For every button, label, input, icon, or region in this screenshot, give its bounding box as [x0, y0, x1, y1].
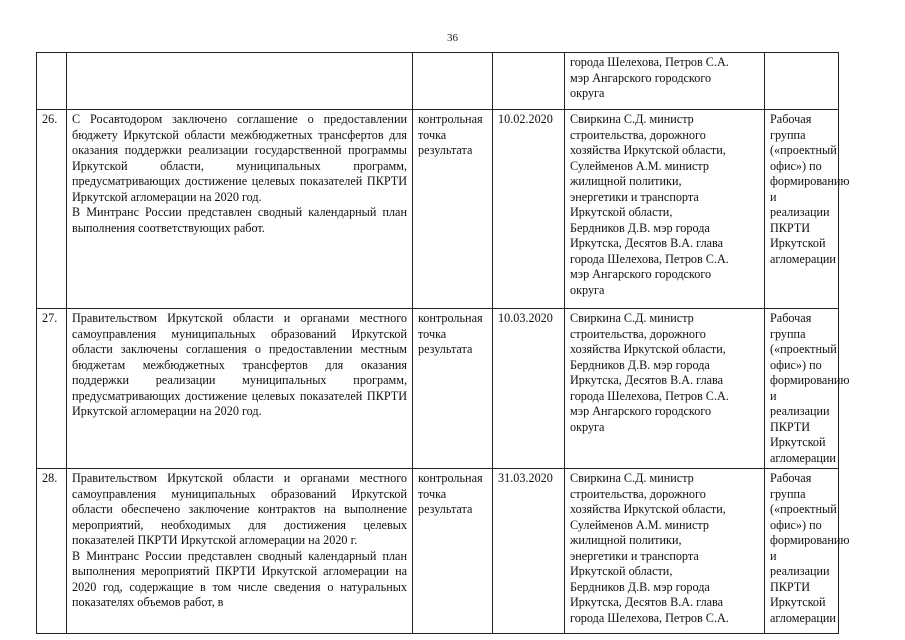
responsible-persons — [565, 110, 765, 309]
responsible-line: Бердников Д.В. мэр города — [570, 220, 710, 235]
responsible-line: Бердников Д.В. мэр города — [570, 357, 710, 372]
responsible-line: строительства, дорожного — [570, 326, 706, 341]
table-row — [37, 110, 839, 309]
responsible-line: хозяйства Иркутской области, — [570, 342, 726, 356]
working-group: Рабочая группа («проектный офис») по формированию и реализации ПКРТИ Иркутской агломерации — [765, 309, 839, 469]
table-row — [37, 53, 839, 110]
responsible-line: хозяйства Иркутской области, — [570, 502, 726, 516]
responsible-line: энергетики и транспорта — [570, 548, 699, 563]
working-group — [765, 53, 839, 110]
responsible-line: округа — [570, 282, 605, 297]
responsible-line: жилищной политики, — [570, 533, 682, 547]
responsible-line: города Шелехова, Петров С.А. — [570, 610, 729, 625]
responsible-line: Сулейменов А.М. министр — [570, 517, 709, 532]
event-date: 31.03.2020 — [493, 469, 565, 634]
responsible-line: жилищной политики, — [570, 174, 682, 188]
working-group: Рабочая группа («проектный офис») по формированию и реализации ПКРТИ Иркутской агломерации — [765, 469, 839, 634]
row-number — [37, 53, 67, 110]
working-group: Рабочая группа («проектный офис») по формированию и реализации ПКРТИ Иркутской агломерации — [765, 110, 839, 309]
event-date: 10.03.2020 — [493, 309, 565, 469]
table-row — [37, 469, 839, 634]
responsible-persons — [565, 309, 765, 469]
row-number: 28. — [37, 469, 67, 634]
responsible-line: Иркутской области, — [570, 564, 673, 578]
responsible-line: Свиркина С.Д. министр — [570, 112, 694, 126]
event-type — [413, 53, 493, 110]
responsible-line: хозяйства Иркутской области, — [570, 143, 726, 157]
responsible-line: мэр Ангарского городского — [570, 70, 712, 85]
responsible-line: Свиркина С.Д. министр — [570, 311, 694, 325]
responsible-line: Иркутска, Десятов В.А. глава — [570, 236, 724, 250]
responsible-persons — [565, 469, 765, 634]
responsible-line: Иркутска, Десятов В.А. глава — [570, 595, 724, 609]
description-paragraph: В Минтранс России представлен сводный календарный план выполнения соответствующих работ. — [72, 205, 407, 235]
row-number: 26. — [37, 110, 67, 309]
responsible-line: округа — [570, 419, 605, 434]
event-description — [67, 53, 413, 110]
responsible-line: Иркутска, Десятов В.А. глава — [570, 373, 724, 387]
event-type: контрольная точка результата — [413, 309, 493, 469]
page-number: 36 — [447, 32, 458, 44]
event-type: контрольная точка результата — [413, 110, 493, 309]
row-number: 27. — [37, 309, 67, 469]
description-paragraph: В Минтранс России представлен сводный календарный план выполнения мероприятий ПКРТИ Иркутской агломерации на 2020 год, содержащие в том числе сведения о натуральных показателях объемов работ, в — [72, 548, 407, 609]
responsible-persons — [565, 53, 765, 110]
responsible-line: Иркутской области, — [570, 205, 673, 219]
event-description — [67, 469, 413, 634]
responsible-line: мэр Ангарского городского — [570, 404, 712, 418]
event-date: 10.02.2020 — [493, 110, 565, 309]
responsible-line: города Шелехова, Петров С.А. — [570, 55, 729, 69]
description-paragraph: Правительством Иркутской области и органами местного самоуправления муниципальных образований Иркутской области обеспечено заключение контрактов на выполнение мероприятий, необходимых для достижения целевых показателей ПКРТИ Иркутской агломерации на 2020 г. — [72, 471, 407, 547]
description-paragraph: С Росавтодором заключено соглашение о предоставлении бюджету Иркутской области межбюджетных трансфертов для оказания поддержки реализации государственной программы Иркутской области, муниципальных программ, предусматривающих достижение целевых показателей ПКРТИ Иркутской агломерации на 2020 год. — [72, 112, 407, 204]
table-row — [37, 309, 839, 469]
responsible-line: мэр Ангарского городского — [570, 267, 712, 281]
responsible-line: строительства, дорожного — [570, 486, 706, 501]
event-type: контрольная точка результата — [413, 469, 493, 634]
event-description — [67, 110, 413, 309]
responsible-line: строительства, дорожного — [570, 127, 706, 142]
responsible-line: Сулейменов А.М. министр — [570, 158, 709, 173]
responsible-line: Бердников Д.В. мэр города — [570, 579, 710, 594]
event-date — [493, 53, 565, 110]
responsible-line: округа — [570, 86, 605, 100]
plan-table — [36, 52, 850, 634]
event-description — [67, 309, 413, 469]
responsible-line: Свиркина С.Д. министр — [570, 471, 694, 485]
responsible-line: энергетики и транспорта — [570, 189, 699, 204]
description-paragraph: Правительством Иркутской области и органами местного самоуправления муниципальных образований Иркутской области заключены соглашения о предоставлении местным бюджетам межбюджетных трансфертов для оказания поддержки реализации муниципальных программ, предусматривающих достижение целевых показателей ПКРТИ Иркутской агломерации на 2020 год. — [72, 311, 407, 418]
responsible-line: города Шелехова, Петров С.А. — [570, 251, 729, 266]
responsible-line: города Шелехова, Петров С.А. — [570, 388, 729, 403]
